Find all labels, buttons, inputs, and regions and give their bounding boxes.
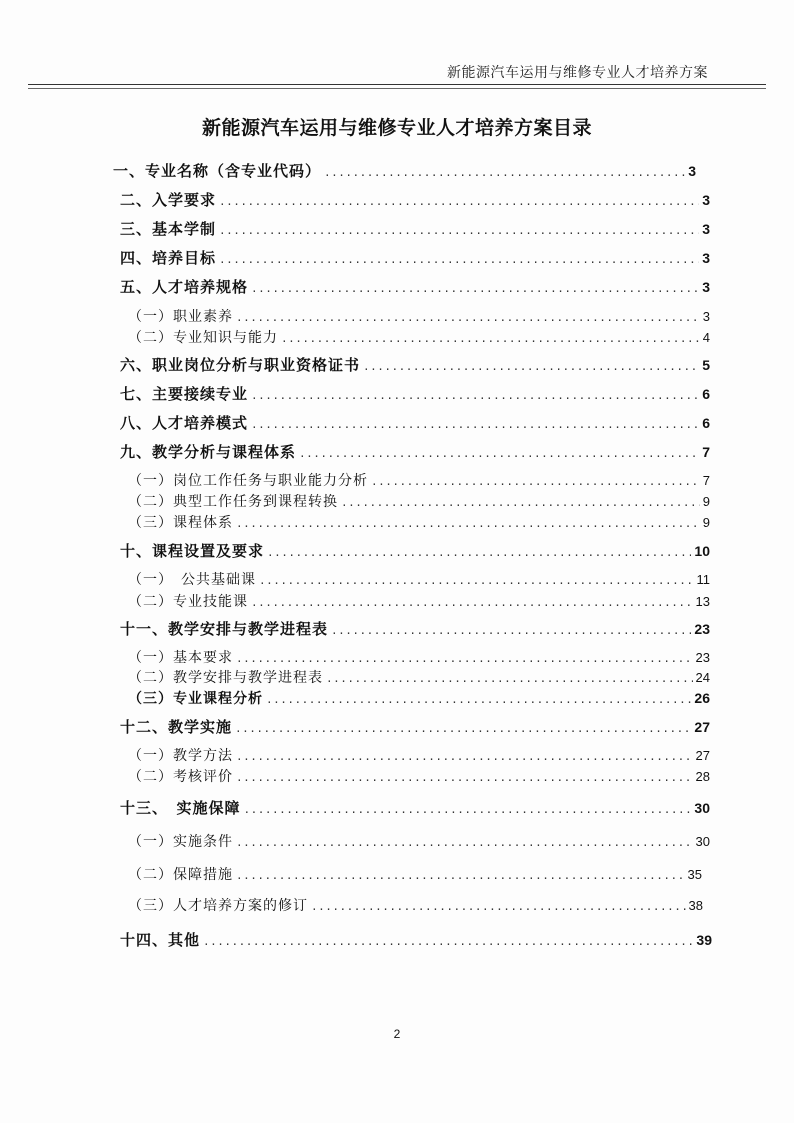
toc-entry-label: （二）专业知识与能力 [128, 330, 278, 346]
toc-title: 新能源汽车运用与维修专业人才培养方案目录 [201, 117, 592, 139]
toc-entry-page: 4 [702, 330, 710, 345]
toc-entry-page: 3 [702, 192, 710, 208]
toc-entry[interactable] [128, 766, 710, 786]
toc-entry-label: （三）课程体系 [128, 515, 233, 531]
toc-entry-page: 23 [695, 650, 710, 665]
dot-leader [259, 574, 694, 587]
toc-entry-label: 十三、 实施保障 [120, 799, 241, 817]
toc-entry[interactable] [120, 618, 710, 639]
dot-leader [371, 475, 700, 488]
toc-entry[interactable] [128, 745, 710, 765]
toc-entry-label: （二）专业技能课 [128, 594, 248, 610]
toc-entry-page: 3 [702, 250, 710, 266]
toc-entry-page: 24 [695, 670, 710, 685]
toc-entry-label: （一）实施条件 [128, 834, 233, 850]
toc-entry-page: 10 [694, 543, 710, 559]
toc-entry-label: （二）考核评价 [128, 769, 233, 785]
dot-leader [235, 722, 691, 735]
toc-entry-label: 二、入学要求 [120, 191, 217, 209]
dot-leader [236, 311, 700, 324]
dot-leader [236, 836, 693, 849]
toc-entry-label: 十、课程设置及要求 [120, 542, 265, 560]
dot-leader [236, 517, 700, 530]
toc-entry-page: 27 [694, 719, 710, 735]
dot-leader [251, 418, 699, 431]
toc-entry[interactable] [120, 218, 710, 239]
dot-leader [266, 693, 691, 706]
toc-entry-page: 30 [694, 800, 710, 816]
toc-entry[interactable] [128, 591, 710, 611]
dot-leader [203, 935, 693, 948]
toc-entry-page: 3 [688, 163, 696, 179]
toc-entry-page: 39 [696, 932, 712, 948]
toc-entry-page: 23 [694, 621, 710, 637]
toc-entry-label: 七、主要接续专业 [120, 385, 249, 403]
toc-entry-label: （二）保障措施 [128, 867, 233, 883]
toc-entry[interactable] [113, 160, 696, 181]
dot-leader [363, 360, 699, 373]
toc-entry-label: （二）典型工作任务到课程转换 [128, 494, 338, 510]
toc-entry-page: 11 [696, 572, 710, 587]
toc-entry-label: 五、人才培养规格 [120, 278, 249, 296]
toc-entry-label: （一） 公共基础课 [128, 572, 256, 588]
toc-entry-label: （一）基本要求 [128, 650, 233, 666]
dot-leader [326, 672, 693, 685]
toc-entry[interactable] [120, 189, 710, 210]
toc-entry-label: 十四、其他 [120, 931, 201, 949]
dot-leader [236, 771, 693, 784]
toc-entry-page: 6 [702, 415, 710, 431]
toc-entry-page: 6 [702, 386, 710, 402]
toc-entry[interactable] [128, 688, 710, 708]
dot-leader [236, 750, 693, 763]
toc-entry[interactable] [128, 647, 710, 667]
toc-entry[interactable] [120, 354, 710, 375]
toc-entry[interactable] [120, 412, 710, 433]
toc-entry-page: 9 [702, 515, 710, 530]
toc-entry-label: （一）职业素养 [128, 309, 233, 325]
dot-leader [324, 166, 685, 179]
toc-entry[interactable] [120, 383, 710, 404]
toc-entry[interactable] [128, 327, 710, 347]
toc-entry[interactable] [120, 929, 712, 950]
toc-entry-label: 十一、教学安排与教学进程表 [120, 620, 329, 638]
toc-entry-label: 八、人才培养模式 [120, 414, 249, 432]
dot-leader [299, 447, 699, 460]
toc-entry[interactable] [120, 540, 710, 561]
toc-entry[interactable] [120, 247, 710, 268]
toc-entry[interactable] [128, 569, 710, 589]
toc-entry-label: 十二、教学实施 [120, 718, 233, 736]
toc-entry-label: 一、专业名称（含专业代码） [113, 162, 322, 180]
toc-entry-page: 30 [695, 834, 710, 849]
toc-entry[interactable] [128, 470, 710, 490]
dot-leader [236, 652, 693, 665]
toc-entry[interactable] [128, 895, 703, 915]
toc-entry-label: （一）岗位工作任务与职业能力分析 [128, 473, 368, 489]
dot-leader [219, 253, 699, 266]
toc-entry-page: 26 [694, 690, 710, 706]
toc-entry[interactable] [128, 512, 710, 532]
toc-entry[interactable] [128, 831, 710, 851]
toc-entry-label: 六、职业岗位分析与职业资格证书 [120, 356, 361, 374]
toc-entry[interactable] [120, 276, 710, 297]
toc-entry[interactable] [120, 716, 710, 737]
toc-entry-page: 9 [702, 494, 710, 509]
toc-entry-page: 28 [695, 769, 710, 784]
toc-entry-label: （一）教学方法 [128, 748, 233, 764]
toc-entry-page: 7 [702, 473, 710, 488]
toc-entry[interactable] [128, 306, 710, 326]
toc-entry-page: 3 [702, 309, 710, 324]
toc-entry-label: （二）教学安排与教学进程表 [128, 670, 323, 686]
toc-entry-label: 九、教学分析与课程体系 [120, 443, 297, 461]
dot-leader [281, 332, 700, 345]
running-header: 新能源汽车运用与维修专业人才培养方案 [447, 65, 708, 81]
toc-entry-page: 3 [702, 279, 710, 295]
toc-entry-page: 5 [702, 357, 710, 373]
dot-leader [219, 224, 699, 237]
toc-entry-page: 35 [687, 867, 702, 882]
toc-entry[interactable] [120, 797, 710, 818]
dot-leader [236, 869, 685, 882]
page-number: 2 [393, 1027, 401, 1041]
toc-entry[interactable] [128, 667, 710, 687]
toc-entry-label: 四、培养目标 [120, 249, 217, 267]
dot-leader [219, 195, 699, 208]
toc-entry[interactable] [128, 491, 710, 511]
toc-entry-label: 三、基本学制 [120, 220, 217, 238]
toc-entry-page: 27 [695, 748, 710, 763]
toc-entry-page: 38 [688, 898, 703, 913]
dot-leader [267, 546, 691, 559]
toc-entry-page: 13 [695, 594, 710, 609]
toc-entry-label: （三）人才培养方案的修订 [128, 898, 308, 914]
dot-leader [341, 496, 700, 509]
toc-entry-page: 7 [702, 444, 710, 460]
toc-entry[interactable] [128, 864, 702, 884]
dot-leader [331, 624, 691, 637]
toc-entry[interactable] [120, 441, 710, 462]
dot-leader [244, 803, 692, 816]
toc-entry-label: （三）专业课程分析 [128, 691, 263, 707]
dot-leader [251, 596, 693, 609]
header-rule [28, 84, 766, 85]
header-rule-thin [28, 88, 766, 89]
dot-leader [251, 282, 699, 295]
dot-leader [251, 389, 699, 402]
toc-entry-page: 3 [702, 221, 710, 237]
dot-leader [311, 900, 686, 913]
